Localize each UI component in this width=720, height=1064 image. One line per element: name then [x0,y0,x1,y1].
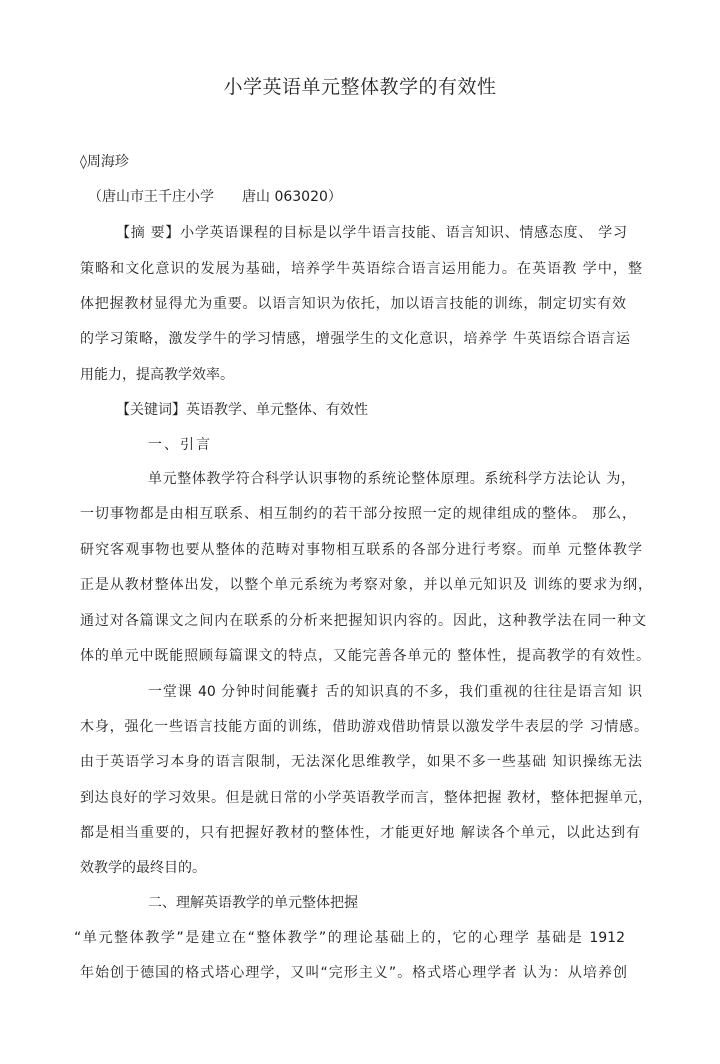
author-name: ◊周海珍 [80,154,129,170]
section-1-para-2-line-5: 都是相当重要的，只有把握好教材的整体性，才能更好地 解读各个单元，以此达到有 [80,825,640,841]
section-1-para-2-line-3: 由于英语学习本身的语言限制，无法深化思维教学，如果不多一些基础 知识操练无法 [80,754,642,770]
section-2-heading: 二、理解英语教学的单元整体把握 [148,895,358,911]
section-1-para-1-line-3: 研究客观事物也要从整体的范畴对事物相互联系的各部分进行考察。而单 元整体教学 [80,542,642,558]
section-2-para-1-line-2: 年始创于德国的格式塔心理学，又叫“完形主义”。格式塔心理学者 认为：从培养创 [80,965,627,981]
section-1-para-1-line-1: 单元整体教学符合科学认识事物的系统论整体原理。系统科学方法论认 为， [148,471,635,487]
section-1-para-2-line-4: 到达良好的学习效果。但是就日常的小学英语教学而言，整体把握 教材，整体把握单元， [80,790,652,806]
section-1-para-1-line-2: 一切事物都是由相互联系、相互制约的若干部分按照一定的规律组成的整体。 那么， [80,506,636,522]
section-1-heading: 一、引言 [148,437,212,453]
section-1-para-1-line-4: 正是从教材整体出发，以整个单元系统为考察对象，并以单元知识及 训练的要求为纲， [80,577,652,593]
section-1-para-2-line-1: 一堂课 40 分钟时间能囊扌舌的知识真的不多，我们重视的往往是语言知 识 [148,684,642,700]
keywords: 【关键词】英语教学、单元整体、有效性 [116,402,368,418]
section-1-para-2-line-2: 木身，强化一些语言技能方面的训练，借助游戏借助情景以激发学牛表层的学 习情感。 [80,719,648,735]
author-affiliation: （唐山市王千庄小学 唐山 063020） [88,189,342,205]
abstract-line-3: 体把握教材显得尤为重要。以语言知识为依托，加以语言技能的训练，制定切实有效 [80,296,626,312]
abstract-line-4: 的学习策略，激发学牛的学习情感，增强学生的文化意识，培养学 牛英语综合语言运 [80,331,630,347]
document-title: 小学英语单元整体教学的有效性 [223,76,497,98]
abstract-line-2: 策略和文化意识的发展为基础，培养学牛英语综合语言运用能力。在英语教 学中，整 [80,261,642,277]
abstract-line-1: 【摘 要】小学英语课程的目标是以学牛语言技能、语言知识、情感态度、 学习 [116,225,627,241]
section-1-para-1-line-6: 体的单元中既能照顾每篇课文的特点，又能完善各单元的 整体性，提高教学的有效性。 [80,648,650,664]
section-1-para-1-line-5: 通过对各篇课文之间内在联系的分析来把握知识内容的。因此，这种教学法在同一种文 [80,613,646,629]
section-2-para-1-line-1: “单元整体教学”是建立在“整体教学”的理论基础上的，它的心理学 基础是 1912 [74,930,625,946]
abstract-line-5: 用能力，提高教学效率。 [80,367,234,383]
section-1-para-2-line-6: 效教学的最终目的。 [80,860,206,876]
